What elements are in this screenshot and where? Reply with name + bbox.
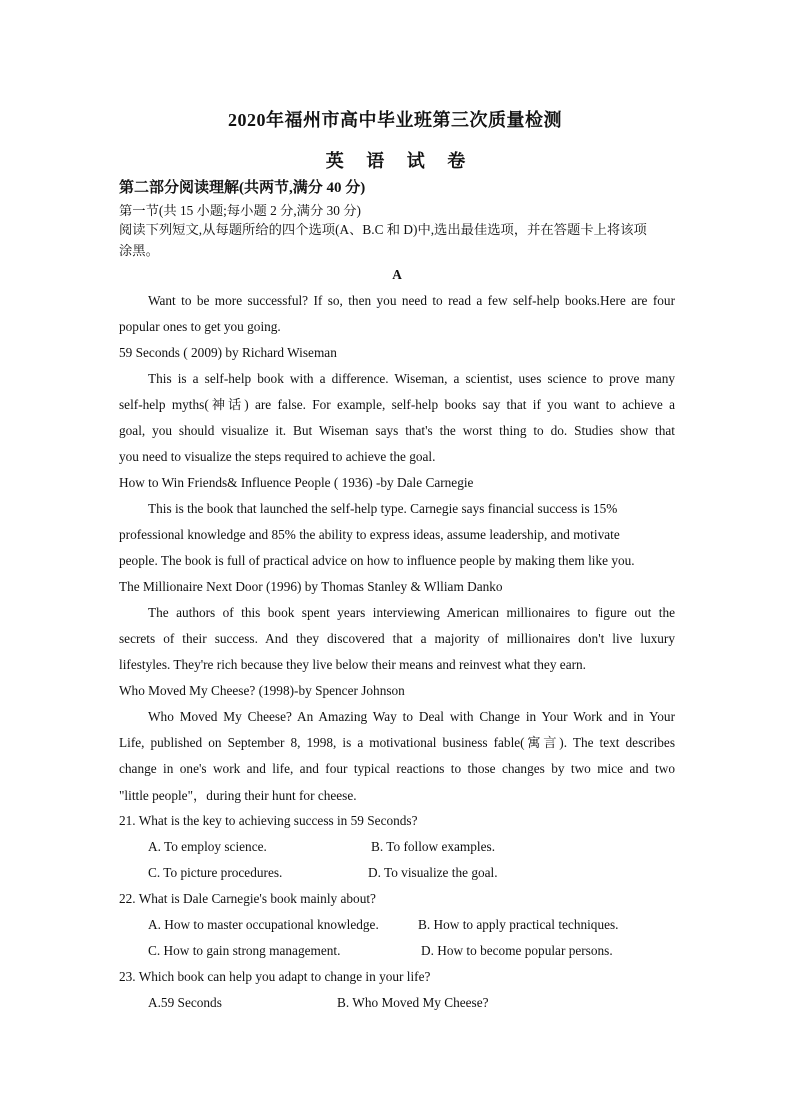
answer-option: A. To employ science. (148, 839, 267, 854)
instruction-line: 涂黑。 (119, 243, 159, 258)
question-stem: 23. Which book can help you adapt to change in your life? (119, 969, 431, 984)
answer-option: A. How to master occupational knowledge. (148, 917, 379, 932)
book-text-line: you need to visualize the steps required to achieve the goal. (119, 449, 436, 464)
question-stem: 21. What is the key to achieving success in 59 Seconds? (119, 813, 418, 828)
answer-option: B. How to apply practical techniques. (418, 917, 619, 932)
book-text-line: The authors of this book spent years interviewing American millionaires to figure out the (148, 605, 675, 620)
book-text-line: Life, published on September 8, 1998, is a motivational business fable(寓言). The text describes (119, 735, 675, 750)
book-heading: Who Moved My Cheese? (1998)-by Spencer Johnson (119, 683, 405, 698)
answer-option: C. How to gain strong management. (148, 943, 341, 958)
answer-option: A.59 Seconds (148, 995, 222, 1010)
book-text-line: professional knowledge and 85% the ability to express ideas, assume leadership, and motivate (119, 527, 620, 542)
book-heading: How to Win Friends& Influence People ( 1936) -by Dale Carnegie (119, 475, 474, 490)
passage-intro-line: Want to be more successful? If so, then you need to read a few self-help books.Here are four (148, 293, 675, 308)
book-text-line: change in one's work and life, and four typical reactions to those changes by two mice and two (119, 761, 675, 776)
book-text-line: people. The book is full of practical advice on how to influence people by making them like you. (119, 553, 635, 568)
question-stem: 22. What is Dale Carnegie's book mainly about? (119, 891, 376, 906)
section-heading: 第二部分阅读理解(共两节,满分 40 分) (119, 180, 366, 196)
answer-option: D. How to become popular persons. (421, 943, 613, 958)
book-heading: The Millionaire Next Door (1996) by Thomas Stanley & Wlliam Danko (119, 579, 503, 594)
book-text-line: This is a self-help book with a difference. Wiseman, a scientist, uses science to prove many (148, 371, 675, 386)
answer-option: B. Who Moved My Cheese? (337, 995, 489, 1010)
answer-option: D. To visualize the goal. (368, 865, 498, 880)
exam-subtitle: 英 语 试 卷 (325, 151, 475, 171)
book-text-line: lifestyles. They're rich because they live below their means and reinvest what they earn. (119, 657, 587, 672)
book-text-line: This is the book that launched the self-help type. Carnegie says financial success is 15% (148, 501, 618, 516)
book-text-line: Who Moved My Cheese? An Amazing Way to Deal with Change in Your Work and in Your (148, 709, 675, 724)
answer-option: C. To picture procedures. (148, 865, 283, 880)
passage-intro-line: popular ones to get you going. (119, 319, 281, 334)
book-text-line: "little people"，during their hunt for cheese. (119, 788, 357, 803)
book-text-line: self-help myths(神话) are false. For example, self-help books say that if you want to achieve a (119, 397, 675, 412)
book-heading: 59 Seconds ( 2009) by Richard Wiseman (119, 345, 337, 360)
answer-option: B. To follow examples. (371, 839, 496, 854)
instruction-line: 阅读下列短文,从每题所给的四个选项(A、B.C 和 D)中,选出最佳选项，并在答题卡上将该项 (119, 222, 647, 237)
part-one-heading: 第一节(共 15 小题;每小题 2 分,满分 30 分) (119, 203, 361, 218)
book-text-line: goal, you should visualize it. But Wiseman says that's the worst thing to do. Studies show that (119, 423, 675, 438)
passage-label: A (392, 267, 402, 282)
exam-title: 2020年福州市高中毕业班第三次质量检测 (228, 110, 562, 130)
book-text-line: secrets of their success. And they discovered that a majority of millionaires don't live luxury (119, 631, 675, 646)
